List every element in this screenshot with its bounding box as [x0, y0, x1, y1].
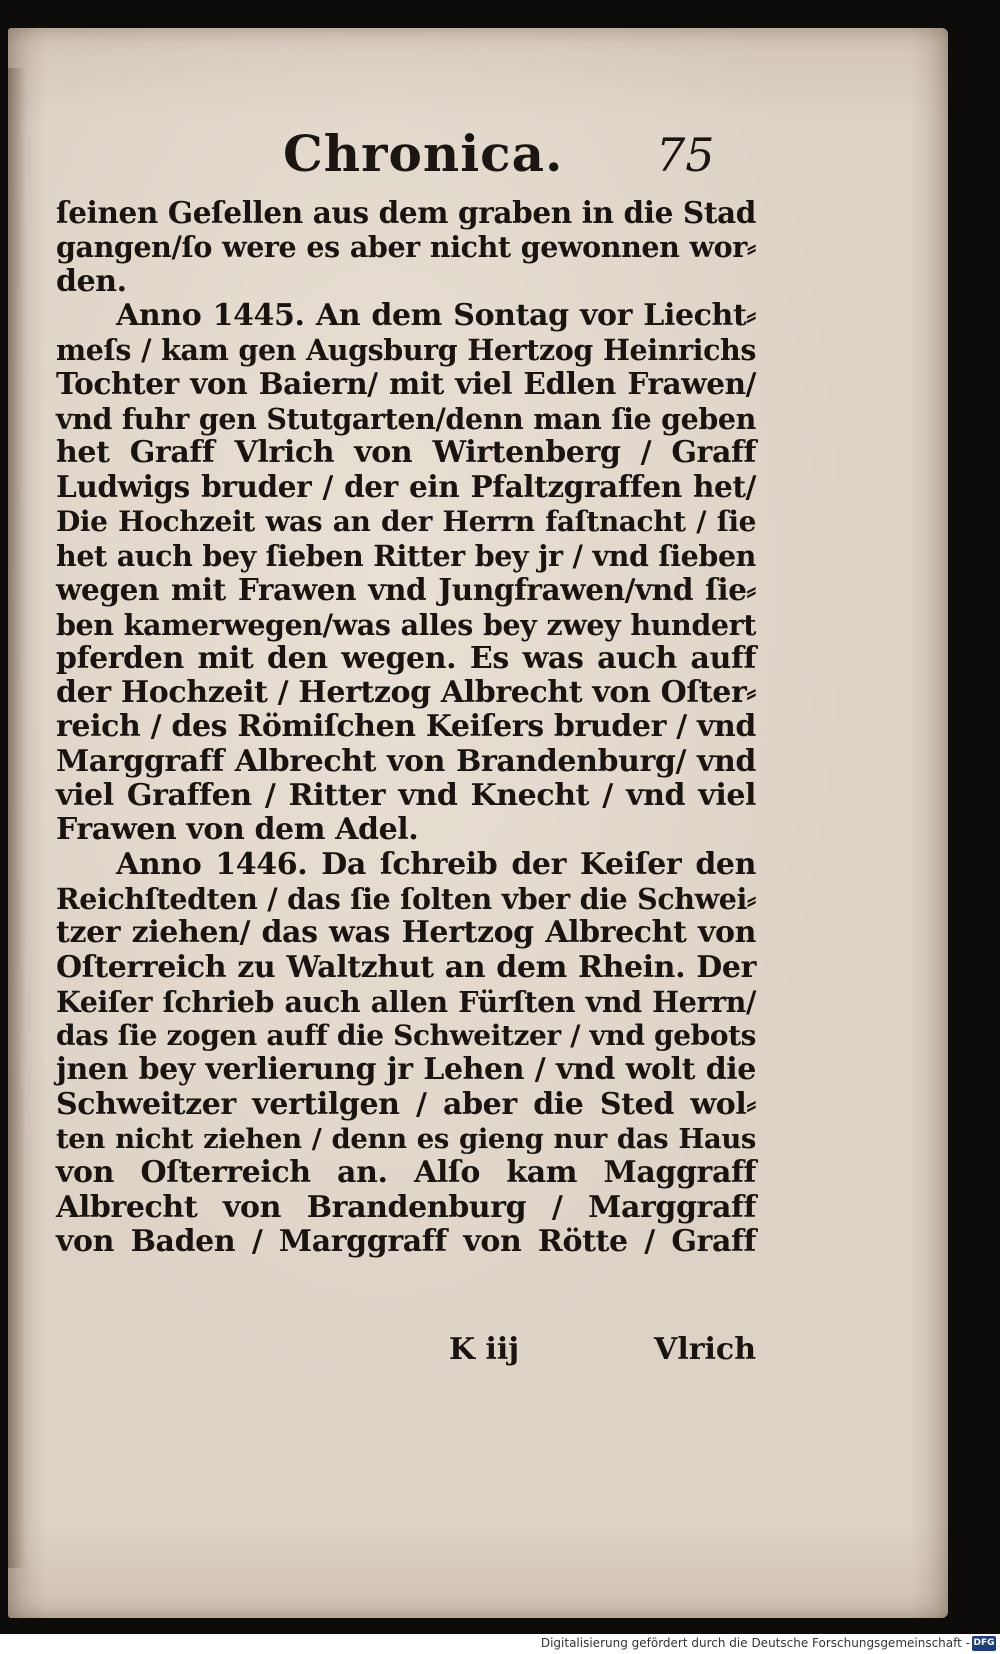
funding-credit: Digitalisierung gefördert durch die Deutsche Forschungsgemeinschaft -: [540, 1636, 970, 1650]
text-line: ten nicht ziehen / denn es gieng nur das Haus: [56, 1123, 756, 1156]
running-head: [8, 116, 948, 196]
text-line: Marggraff Albrecht von Brandenburg/ vnd: [56, 743, 756, 779]
text-line: Tochter von Baiern/ mit viel Edlen Frawen/: [56, 366, 756, 402]
book-page: [8, 28, 948, 1618]
text-line: jnen bey verlierung jr Lehen / vnd wolt die: [56, 1052, 756, 1088]
page-foot-marks: [56, 1332, 756, 1372]
digitization-footer: [0, 1634, 1000, 1654]
text-line: Keiſer ſchrieb auch allen Fürſten vnd Herrn/: [56, 984, 756, 1019]
dfg-logo: DFG: [972, 1636, 996, 1651]
text-line: Die Hochzeit was an der Herrn faſtnacht / ſie: [56, 504, 756, 538]
text-line: Schweitzer vertilgen / aber die Sted wol⸗: [56, 1086, 756, 1122]
text-line: Frawen von dem Adel.: [56, 812, 419, 848]
text-line: reich / des Römiſchen Keiſers bruder / vnd: [56, 709, 756, 745]
text-line: tzer ziehen/ das was Hertzog Albrecht von: [56, 915, 756, 951]
text-line: von Oſterreich an. Alſo kam Maggraff: [56, 1155, 756, 1191]
signature-mark: K iij: [449, 1332, 520, 1367]
text-line: pferden mit den wegen. Es was auch auff: [56, 640, 756, 676]
body-text: [56, 196, 756, 1259]
text-line: Ludwigs bruder / der ein Pfaltzgraffen het/: [56, 469, 756, 505]
text-line: Albrecht von Brandenburg / Marggraff: [56, 1189, 756, 1225]
text-line: viel Graffen / Ritter vnd Knecht / vnd viel: [56, 778, 756, 814]
text-line: meſs / kam gen Augsburg Hertzog Heinrichs: [56, 333, 756, 368]
page-gutter-shadow: [8, 68, 26, 1568]
text-line: gangen/ſo were es aber nicht gewonnen wor⸗: [56, 230, 756, 265]
text-line: Oſterreich zu Waltzhut an dem Rhein. Der: [56, 949, 756, 985]
catchword: Vlrich: [654, 1332, 756, 1367]
text-line: den.: [56, 263, 127, 299]
running-head-title: Chronica.: [283, 124, 564, 183]
text-line: ben kamerwegen/was alles bey zwey hundert: [56, 607, 756, 642]
text-line: das ſie zogen auff die Schweitzer / vnd gebots: [56, 1019, 756, 1053]
text-line: ſeinen Geſellen aus dem graben in die Stad: [56, 195, 756, 230]
folio-number: 75: [656, 128, 715, 182]
text-line: het auch bey ſieben Ritter bey jr / vnd ſieben: [56, 538, 756, 573]
text-line: Anno 1446. Da ſchreib der Keiſer den: [116, 846, 756, 882]
text-line: wegen mit Frawen vnd Jungfrawen/vnd ſie⸗: [56, 572, 756, 608]
text-line: Anno 1445. An dem Sontag vor Liecht⸗: [116, 297, 756, 333]
text-line: der Hochzeit / Hertzog Albrecht von Oſter⸗: [56, 675, 756, 711]
text-line: vnd fuhr gen Stutgarten/denn man ſie geben: [56, 401, 756, 436]
text-line: von Baden / Marggraff von Rötte / Graff: [56, 1223, 756, 1259]
text-line: Reichſtedten / das ſie ſolten vber die Schwei⸗: [56, 881, 756, 916]
text-line: het Graff Vlrich von Wirtenberg / Graff: [56, 435, 756, 471]
